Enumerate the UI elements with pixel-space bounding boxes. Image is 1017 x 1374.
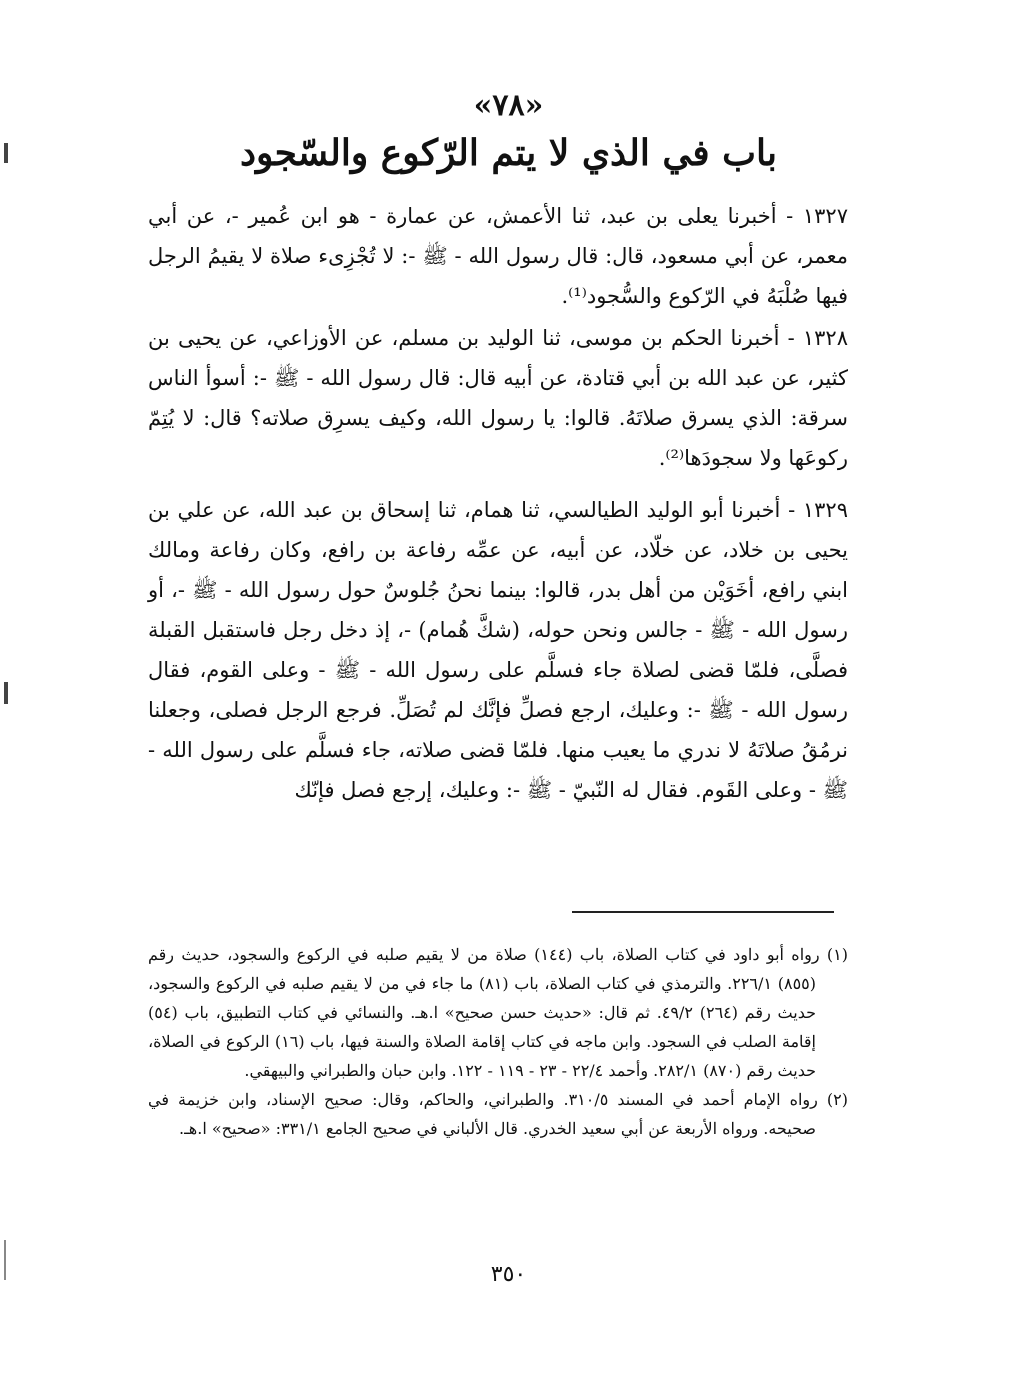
chapter-title: باب في الذي لا يتم الرّكوع والسّجود [239, 132, 778, 174]
hadith-body [148, 196, 848, 810]
scan-margin-mark [4, 682, 8, 704]
footnotes [148, 940, 848, 1143]
footnote-divider [572, 911, 834, 913]
footnote-2: (٢) رواه الإمام أحمد في المسند ٣١٠/٥. والطبراني، والحاكم، وقال: صحيح الإسناد، وابن خزيمة في صحيحه. ورواه الأربعة عن أبي سعيد الخدري. قال الألباني في صحيح الجامع ٣٣١/١: «صحيح» ا.هـ. [148, 1090, 849, 1138]
chapter-number: «٧٨» [473, 88, 544, 123]
hadith-1327: ١٣٢٧ - أخبرنا يعلى بن عبد، ثنا الأعمش، عن عمارة - هو ابن عُمير -، عن أبي معمر، عن أبي مسعود، قال: قال رسول الله - ﷺ -: لا تُجْزِىء صلاة لا يقيمُ الرجل فيها صُلْبَهُ في الرّكوع والسُّجود⁽¹⁾. [148, 204, 848, 308]
page-number: ٣٥٠ [490, 1262, 527, 1287]
hadith-1329: ١٣٢٩ - أخبرنا أبو الوليد الطيالسي، ثنا همام، ثنا إسحاق بن عبد الله، عن علي بن يحيى بن خلاد، عن خلّاد، عن أبيه، عن عمِّه رفاعة بن رافع، وكان رفاعة ومالك ابني رافع، أخَوَيْن من أهل بدر، قالوا: بينما نحنُ جُلوسٌ حول رسول الله - ﷺ -، أو رسول الله - ﷺ - جالس ونحن حوله، (شكَّ هُمام) -، إذ دخل رجل فاستقبل القبلة فصلَّى، فلمّا قضى لصلاة جاء فسلَّم على رسول الله - ﷺ - وعلى القوم، فقال رسول الله - ﷺ -: وعليك، ارجع فصلِّ فإنَّك لم تُصَلِّ. فرجع الرجل فصلى، وجعلنا نرمُقُ صلاتَهُ لا ندري ما يعيب منها. فلمّا قضى صلاته، جاء فسلَّم على رسول الله - ﷺ - وعلى القَوم. فقال له النّبيّ - ﷺ -: وعليك، إرجع فصل فإنّك [148, 498, 848, 802]
footnote-1: (١) رواه أبو داود في كتاب الصلاة، باب (١٤٤) صلاة من لا يقيم صلبه في الركوع والسجود، حديث رقم (٨٥٥) ٢٢٦/١. والترمذي في كتاب الصلاة، باب (٨١) ما جاء في من لا يقيم صلبه في الركوع والسجود، حديث رقم (٢٦٤) ٤٩/٢. ثم قال: «حديث حسن صحيح» ا.هـ. والنسائي في كتاب التطبيق، باب (٥٤) إقامة الصلب في السجود. وابن ماجه في كتاب إقامة الصلاة والسنة فيها، باب (١٦) الركوع في الصلاة، حديث رقم (٨٧٠) ٢٨٢/١. وأحمد ٢٢/٤ - ٢٣ - ١١٩ - ١٢٢. وابن حبان والطبراني والبيهقي. [148, 945, 848, 1080]
hadith-1328: ١٣٢٨ - أخبرنا الحكم بن موسى، ثنا الوليد بن مسلم، عن الأوزاعي، عن يحيى بن كثير، عن عبد الله بن أبي قتادة، عن أبيه قال: قال رسول الله - ﷺ -: أسوأ الناس سرقة: الذي يسرق صلاتَهُ. قالوا: يا رسول الله، وكيف يسرِق صلاته؟ قال: لا يُتِمّ ركوعَها ولا سجودَها⁽²⁾. [148, 326, 848, 470]
